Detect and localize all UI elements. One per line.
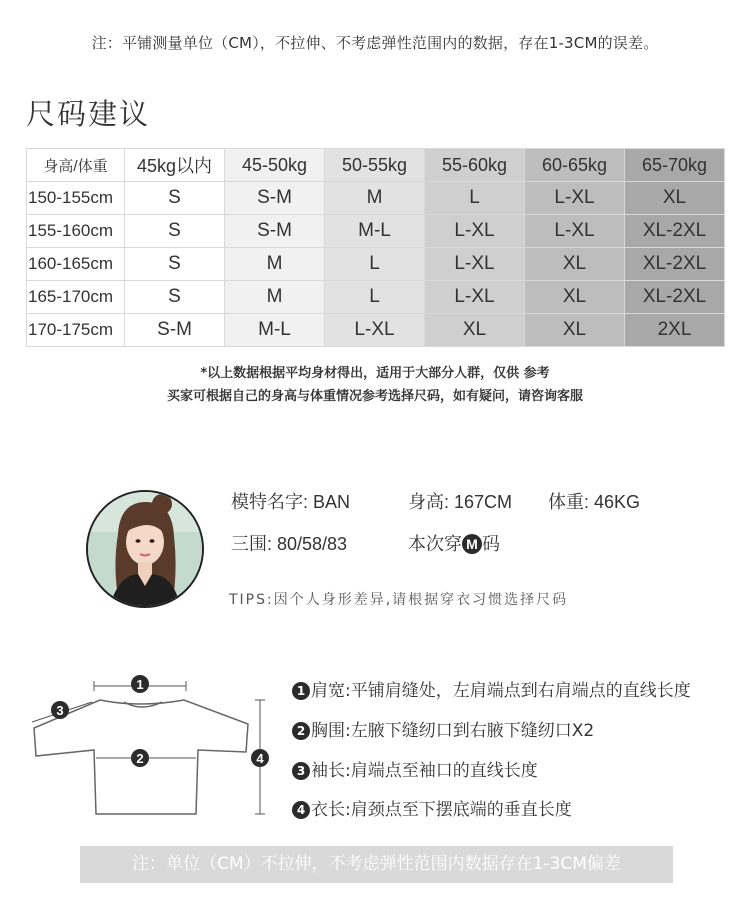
size-cell: S	[125, 215, 225, 248]
wearing-suffix: 码	[482, 534, 500, 554]
weight-column-header: 50-55kg	[325, 149, 425, 182]
guide-number-badge: 1	[292, 682, 310, 700]
size-cell: XL	[625, 182, 725, 215]
size-cell: M	[225, 281, 325, 314]
guide-chest	[292, 716, 594, 741]
size-cell: XL-2XL	[625, 248, 725, 281]
table-header-row	[27, 149, 725, 182]
size-cell: S	[125, 281, 225, 314]
bottom-note-bar: 注：单位（CM）不拉伸，不考虑弹性范围内数据存在1-3CM偏差	[80, 846, 673, 883]
size-cell: XL-2XL	[625, 281, 725, 314]
svg-text:3: 3	[56, 703, 64, 718]
height-row-header: 150-155cm	[27, 182, 125, 215]
size-cell: M-L	[325, 215, 425, 248]
top-measurement-note: 注：平铺测量单位（CM），不拉伸、不考虑弹性范围内的数据，存在1-3CM的误差。	[91, 34, 659, 52]
size-cell: M-L	[225, 314, 325, 347]
table-row	[27, 281, 725, 314]
size-m-badge: M	[462, 534, 482, 554]
weight-column-header: 45kg以内	[125, 149, 225, 182]
model-name: 模特名字: BAN	[231, 492, 351, 512]
size-cell: M	[225, 248, 325, 281]
model-weight: 体重: 46KG	[548, 492, 641, 512]
size-cell: XL	[525, 281, 625, 314]
guide-length	[292, 795, 572, 820]
weight-column-header: 65-70kg	[625, 149, 725, 182]
size-cell: XL	[425, 314, 525, 347]
model-avatar	[86, 490, 204, 608]
guide-sleeve	[292, 756, 538, 781]
table-row	[27, 248, 725, 281]
weight-column-header: 45-50kg	[225, 149, 325, 182]
size-cell: L	[425, 182, 525, 215]
guide-text: 胸围:左腋下缝纫口到右腋下缝纫口X2	[311, 721, 595, 741]
size-cell: XL	[525, 314, 625, 347]
weight-column-header: 55-60kg	[425, 149, 525, 182]
marker-2	[131, 749, 149, 767]
footnote-reference: *以上数据根据平均身材得出，适用于大部分人群，仅供 参考	[200, 366, 550, 381]
height-row-header: 160-165cm	[27, 248, 125, 281]
size-cell: S-M	[125, 314, 225, 347]
size-cell: XL	[525, 248, 625, 281]
size-cell: 2XL	[625, 314, 725, 347]
size-cell: S-M	[225, 182, 325, 215]
svg-text:1: 1	[136, 677, 144, 692]
svg-text:2: 2	[136, 751, 144, 766]
guide-number-badge: 2	[292, 722, 310, 740]
guide-number-badge: 3	[292, 762, 310, 780]
size-cell: L-XL	[425, 281, 525, 314]
table-corner-header: 身高/体重	[27, 149, 125, 182]
model-wearing-size	[408, 530, 500, 556]
size-recommendation-table	[26, 148, 725, 347]
table-row	[27, 182, 725, 215]
weight-column-header: 60-65kg	[525, 149, 625, 182]
table-row	[27, 314, 725, 347]
size-cell: S-M	[225, 215, 325, 248]
size-cell: L-XL	[425, 215, 525, 248]
size-cell: L-XL	[425, 248, 525, 281]
guide-number-badge: 4	[292, 801, 310, 819]
height-row-header: 165-170cm	[27, 281, 125, 314]
height-row-header: 155-160cm	[27, 215, 125, 248]
table-row	[27, 215, 725, 248]
size-cell: M	[325, 182, 425, 215]
size-cell: L-XL	[525, 182, 625, 215]
size-cell: S	[125, 182, 225, 215]
size-cell: L-XL	[325, 314, 425, 347]
model-measurements: 三围: 80/58/83	[231, 534, 348, 554]
height-row-header: 170-175cm	[27, 314, 125, 347]
footnote-contact: 买家可根据自己的身高与体重情况参考选择尺码，如有疑问，请咨询客服	[166, 389, 583, 404]
model-portrait-image	[88, 492, 202, 606]
guide-text: 袖长:肩端点至袖口的直线长度	[311, 761, 538, 781]
model-height: 身高: 167CM	[408, 492, 513, 512]
wearing-prefix: 本次穿	[408, 534, 462, 554]
size-cell: L	[325, 248, 425, 281]
tips-note: TIPS:因个人身形差异,请根据穿衣习惯选择尺码	[229, 592, 569, 608]
marker-1	[131, 675, 149, 693]
svg-text:4: 4	[256, 751, 264, 766]
guide-text: 肩宽:平铺肩缝处，左肩端点到右肩端点的直线长度	[311, 681, 691, 701]
guide-shoulder	[292, 676, 691, 701]
size-cell: L-XL	[525, 215, 625, 248]
size-cell: XL-2XL	[625, 215, 725, 248]
size-cell: L	[325, 281, 425, 314]
marker-3	[51, 701, 69, 719]
marker-4	[251, 749, 269, 767]
guide-text: 衣长:肩颈点至下摆底端的垂直长度	[311, 800, 572, 820]
shirt-measurement-diagram	[26, 666, 276, 826]
section-title: 尺码建议	[26, 97, 151, 131]
size-cell: S	[125, 248, 225, 281]
